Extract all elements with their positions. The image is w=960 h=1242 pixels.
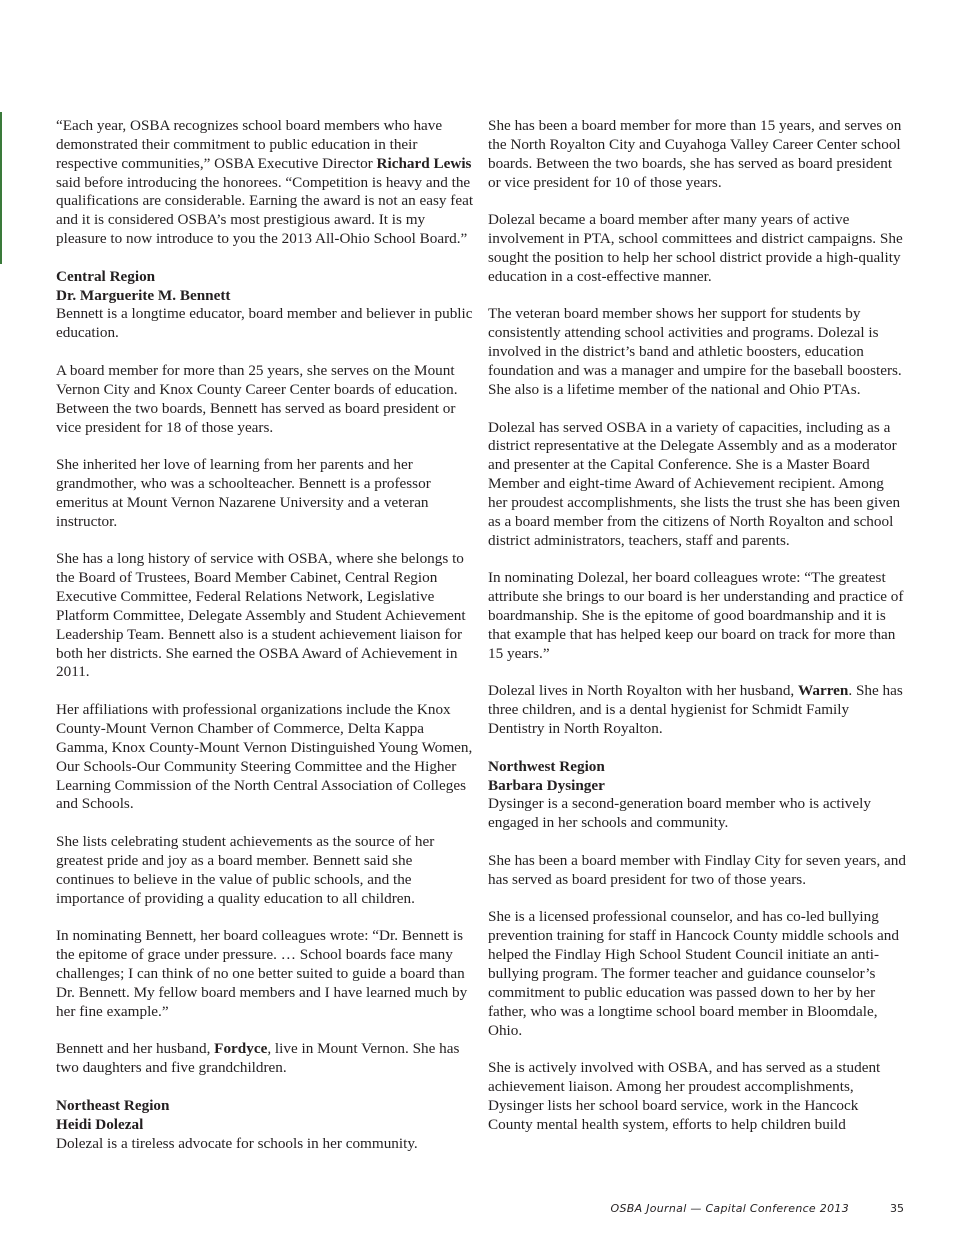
- body-paragraph: She is a licensed professional counselor, and has co-led bullying prevention training for staff in Hancock County middle schools and helped the Findlay High School Student Council initiate an anti-bullying program. The former teacher and guidance counselor’s commitment to public education was passed down to her by her father, who was a longtime school board member in Bloomdale, Ohio.: [488, 908, 899, 1039]
- right-column: [488, 117, 906, 1153]
- warren-name: Warren: [798, 682, 849, 700]
- northeast-region-heading: Northeast Region: [56, 1096, 170, 1114]
- northwest-honoree-name: Barbara Dysinger: [488, 776, 605, 794]
- body-paragraph: She has a long history of service with OSBA, where she belongs to the Board of Trustees, Board Member Cabinet, Central Region Executive Committee, Federal Relations Network, Legislative Platform Committee, Delegate Assembly and Student Achievement Leadership Team. Bennett also is a student achievement liaison for both her districts. She earned the OSBA Award of Achievement in 2011.: [56, 550, 466, 681]
- body-paragraph: The veteran board member shows her support for students by consistently attending school activities and programs. Dolezal is involved in the district’s band and athletic boosters, education foundation and was a manager and umpire for the baseball boosters. She also is a lifetime member of the national and Ohio PTAs.: [488, 305, 902, 398]
- body-paragraph: Dolezal lives in North Royalton with her husband, Warren. She has three children, and is a dental hygienist for Schmidt Family Dentistry in North Royalton.: [488, 682, 903, 737]
- page-number: 35: [890, 1202, 904, 1215]
- body-paragraph: A board member for more than 25 years, she serves on the Mount Vernon City and Knox County Career Center boards of education. Between the two boards, Bennett has served as board president or vice president for 18 of those years.: [56, 361, 458, 436]
- body-paragraph: Dolezal has served OSBA in a variety of capacities, including as a district representative at the Delegate Assembly and as a moderator and presenter at the Capital Conference. She is a Master Board Member and eight-time Award of Achievement recipient. Among her proudest accomplishments, she lists the trust she has been given as a board member from the citizens of North Royalton and school district administrators, teachers, staff and parents.: [488, 418, 901, 549]
- body-paragraph: She has been a board member for more than 15 years, and serves on the North Royalton City and Cuyahoga Valley Career Center school boards. Between the two boards, she has served as board president or vice president for 10 of those years.: [488, 117, 902, 191]
- body-paragraph: She is actively involved with OSBA, and has served as a student achievement liaison. Among her proudest accomplishments, Dysinger lists her school board service, work in the Hancock County mental health system, efforts to help children build: [488, 1059, 881, 1133]
- intro-paragraph: “Each year, OSBA recognizes school board members who have demonstrated their commitment to public education in their respective communities,” OSBA Executive Director Richard Lewis said before introducing the honorees. “Competition is heavy and the qualifications are considerable. Earning the award is not an easy feat and it is considered OSBA’s most prestigious award. It is my pleasure to now introduce to you the 2013 All-Ohio School Board.”: [56, 117, 474, 248]
- journal-title: OSBA Journal — Capital Conference 2013: [610, 1202, 849, 1215]
- body-paragraph: Bennett is a longtime educator, board member and believer in public education.: [56, 305, 473, 342]
- northwest-region-block: [488, 758, 906, 796]
- central-honoree-name: Dr. Marguerite M. Bennett: [56, 286, 231, 304]
- margin-accent-rule: [0, 112, 2, 264]
- body-paragraph: In nominating Bennett, her board colleagues wrote: “Dr. Bennett is the epitome of grace under pressure. … School boards face many challenges; I can think of no one better suited to guide a board than Dr. Bennett. My fellow board members and I have learned much by her fine example.”: [56, 927, 468, 1020]
- page-footer: [0, 1202, 960, 1222]
- fordyce-name: Fordyce: [214, 1040, 268, 1058]
- body-paragraph: She lists celebrating student achievements as the source of her greatest pride and joy as a board member. Bennett said she continues to believe in the value of public schools, and the importance of providing a quality education to all children.: [56, 833, 435, 907]
- body-paragraph: She has been a board member with Findlay City for seven years, and has served as board president for two of those years.: [488, 851, 906, 888]
- body-paragraph: Dolezal is a tireless advocate for schools in her community.: [56, 1134, 418, 1152]
- richard-lewis-name: Richard Lewis: [376, 154, 472, 172]
- northeast-honoree-name: Heidi Dolezal: [56, 1115, 144, 1133]
- central-region-heading: Central Region: [56, 267, 156, 285]
- body-paragraph: She inherited her love of learning from her parents and her grandmother, who was a schoolteacher. Bennett is a professor emeritus at Mount Vernon Nazarene University and a veteran instructor.: [56, 456, 431, 530]
- body-paragraph: Her affiliations with professional organizations include the Knox County-Mount Vernon Chamber of Commerce, Delta Kappa Gamma, Knox County-Mount Vernon Distinguished Young Women, Our Schools-Our Community Steering Committee and the Higher Learning Commission of the North Central Association of Colleges and Schools.: [56, 701, 473, 813]
- northeast-region-block: [56, 1097, 474, 1135]
- central-region-block: [56, 268, 474, 306]
- body-paragraph: Dolezal became a board member after many years of active involvement in PTA, school committees and district campaigns. She sought the position to help her school district provide a high-quality education in a cost-effective manner.: [488, 211, 903, 285]
- body-paragraph: Bennett and her husband, Fordyce, live in Mount Vernon. She has two daughters and five grandchildren.: [56, 1040, 460, 1077]
- body-paragraph: In nominating Dolezal, her board colleagues wrote: “The greatest attribute she brings to our board is her understanding and practice of boardmanship. She is the epitome of good boardmanship and it is that example that has helped keep our board on track for more than 15 years.”: [488, 569, 904, 662]
- body-paragraph: Dysinger is a second-generation board member who is actively engaged in her schools and community.: [488, 795, 871, 832]
- left-column: [56, 117, 474, 1172]
- northwest-region-heading: Northwest Region: [488, 757, 605, 775]
